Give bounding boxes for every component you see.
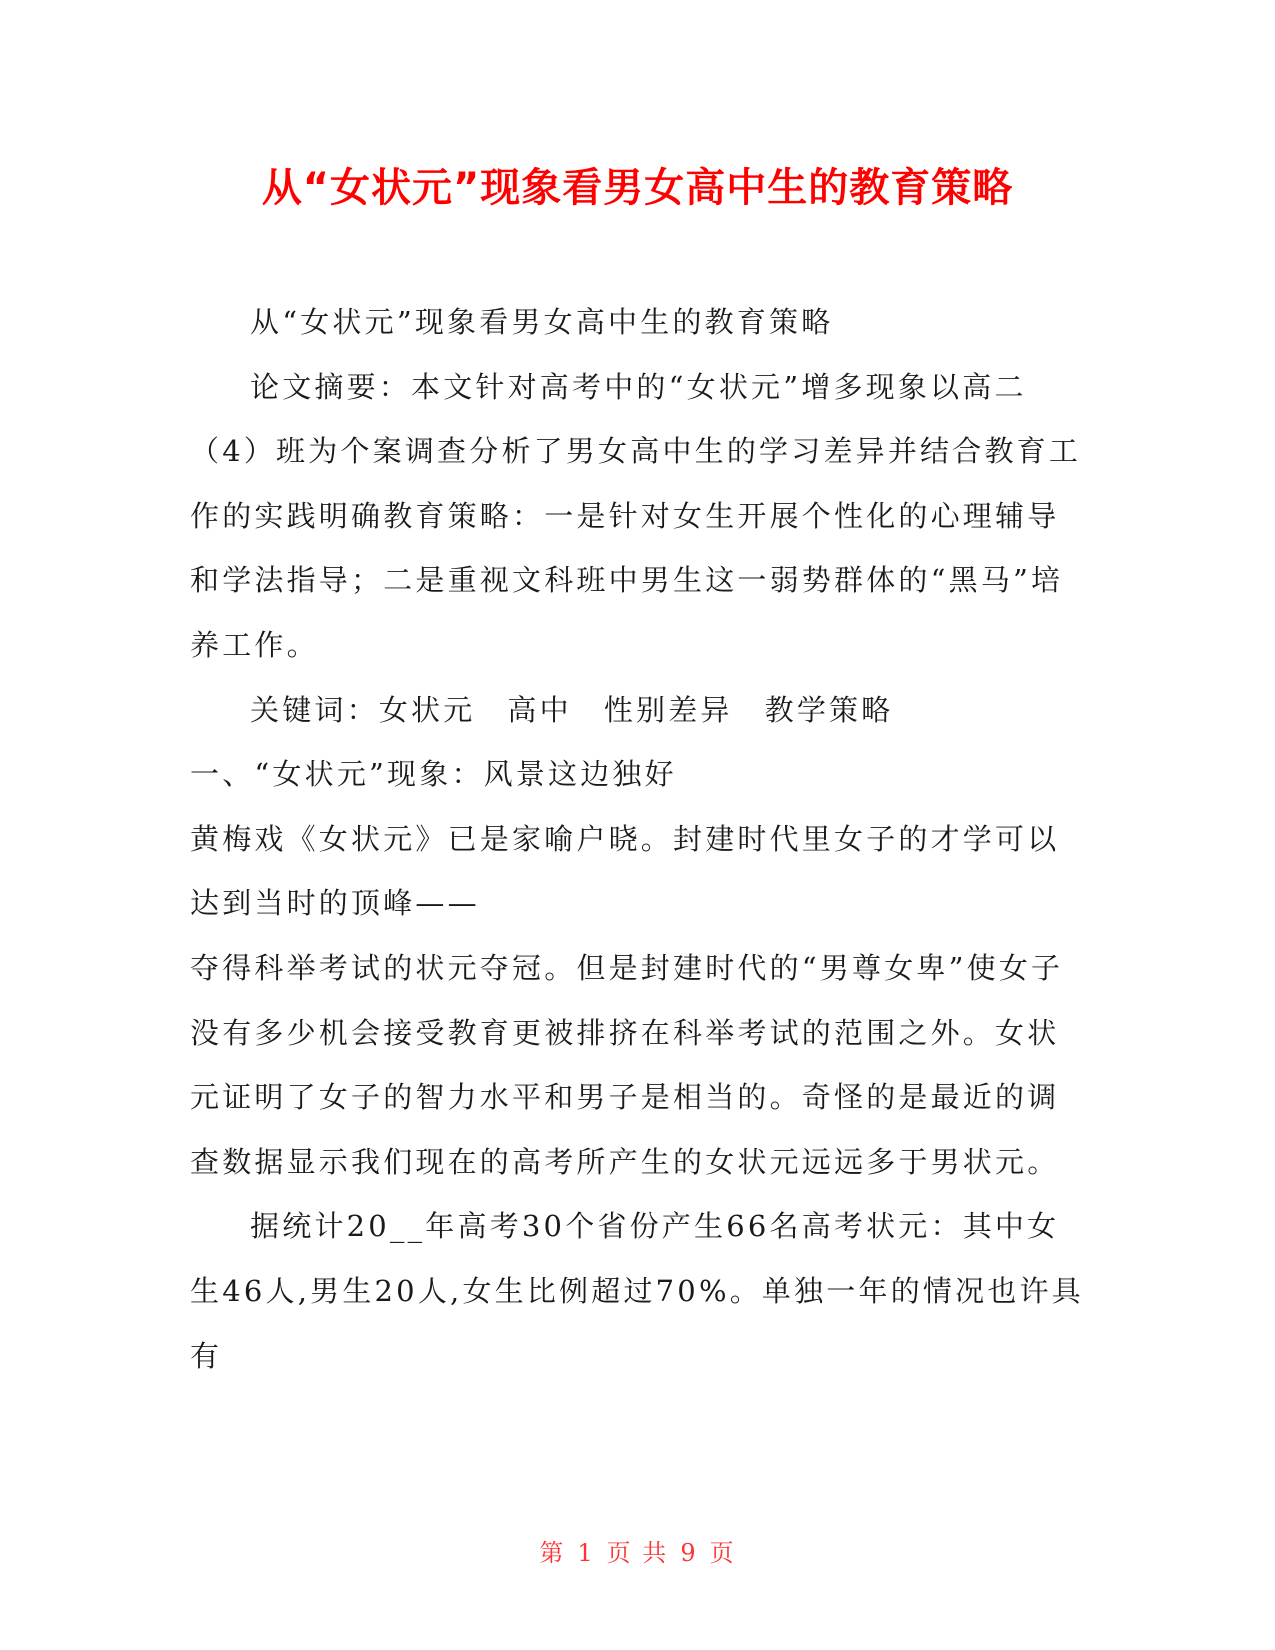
section-heading: 一、“女状元”现象：风景这边独好 [190,757,677,792]
statistics-paragraph: 据统计20__年高考30个省份产生66名高考状元：其中女生46人,男生20人,女生比例超过70%。单独一年的情况也许具有 [190,1209,1084,1373]
keyword-item: 女状元 [378,692,476,727]
abstract-paragraph: 论文摘要：本文针对高考中的“女状元”增多现象以高二（4）班为个案调查分析了男女高中生的学习差异并结合教育工作的实践明确教育策略：一是针对女生开展个性化的心理辅导和学法指导；二是重视文科班中男生这一弱势群体的“黑马”培养工作。 [190,369,1082,662]
document-body [190,290,1085,1388]
body-paragraph: 夺得科举考试的状元夺冠。但是封建时代的“男尊女卑”使女子没有多少机会接受教育更被排挤在科举考试的范围之外。女状元证明了女子的智力水平和男子是相当的。奇怪的是最近的调查数据显示我们现在的高考所产生的女状元远远多于男状元。 [190,950,1064,1179]
keyword-item: 高中 [507,692,572,727]
keywords-label: 关键词： [250,692,379,727]
body-paragraph: 黄梅戏《女状元》已是家喻户晓。封建时代里女子的才学可以达到当时的顶峰—— [190,821,1060,921]
footer-middle: 页 共 [606,1539,669,1567]
total-pages-number: 9 [680,1539,698,1567]
document-subtitle: 从“女状元”现象看男女高中生的教育策略 [250,305,834,339]
page-title: 从“女状元”现象看男女高中生的教育策略 [261,165,1014,211]
page-footer [0,1533,1275,1568]
keywords-line [190,678,1085,743]
keyword-item: 教学策略 [764,692,894,727]
footer-prefix: 第 [539,1539,566,1567]
keyword-item: 性别差异 [603,692,733,727]
current-page-number: 1 [577,1539,595,1567]
footer-suffix: 页 [709,1539,736,1567]
